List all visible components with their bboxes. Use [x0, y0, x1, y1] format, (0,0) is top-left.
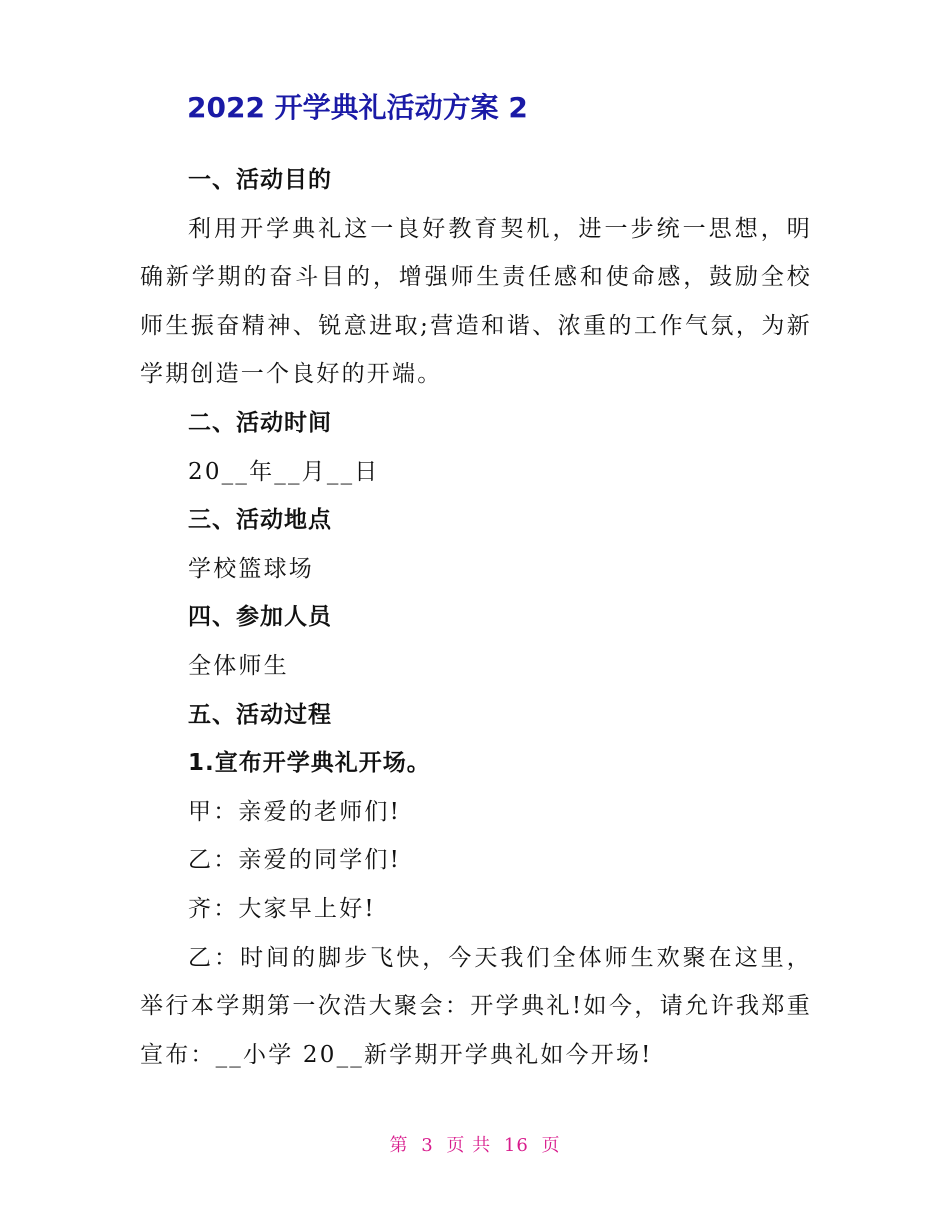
- total-page-count: 16: [503, 1135, 529, 1156]
- document-body: [140, 156, 812, 1079]
- document-title: 2022 开学典礼活动方案 2: [187, 91, 528, 124]
- section-heading-time: 二、活动时间: [188, 409, 332, 436]
- dialogue-line-jia: 甲：亲爱的老师们!: [188, 798, 402, 825]
- dialogue-line-yi-announcement: 乙：时间的脚步飞快，今天我们全体师生欢聚在这里，举行本学期第一次浩大聚会：开学典礼!如今，请允许我郑重宣布：__小学 20__新学期开学典礼如今开场!: [140, 944, 812, 1068]
- section-heading-purpose: 一、活动目的: [188, 167, 332, 193]
- section-heading-process: 五、活动过程: [188, 701, 332, 728]
- paragraph-time: 20__年__月__日: [188, 458, 380, 485]
- section-heading-location: 三、活动地点: [188, 507, 332, 534]
- dialogue-line-yi: 乙：亲爱的同学们!: [188, 847, 402, 874]
- subheading-opening: 1.宣布开学典礼开场。: [188, 750, 431, 777]
- current-page-number: 3: [421, 1135, 434, 1156]
- footer-suffix: 页: [541, 1135, 561, 1156]
- paragraph-location: 学校篮球场: [188, 555, 314, 582]
- paragraph-purpose: 利用开学典礼这一良好教育契机，进一步统一思想，明确新学期的奋斗目的，增强师生责任感和使命感，鼓励全校师生振奋精神、锐意进取;营造和谐、浓重的工作气氛，为新学期创造一个良好的开端。: [140, 215, 812, 388]
- footer-prefix: 第: [389, 1135, 409, 1156]
- page-number-footer: [0, 1134, 950, 1158]
- section-heading-participants: 四、参加人员: [188, 604, 332, 631]
- paragraph-participants: 全体师生: [188, 652, 289, 679]
- footer-middle: 页 共: [446, 1135, 492, 1156]
- dialogue-line-qi: 齐：大家早上好!: [188, 895, 376, 922]
